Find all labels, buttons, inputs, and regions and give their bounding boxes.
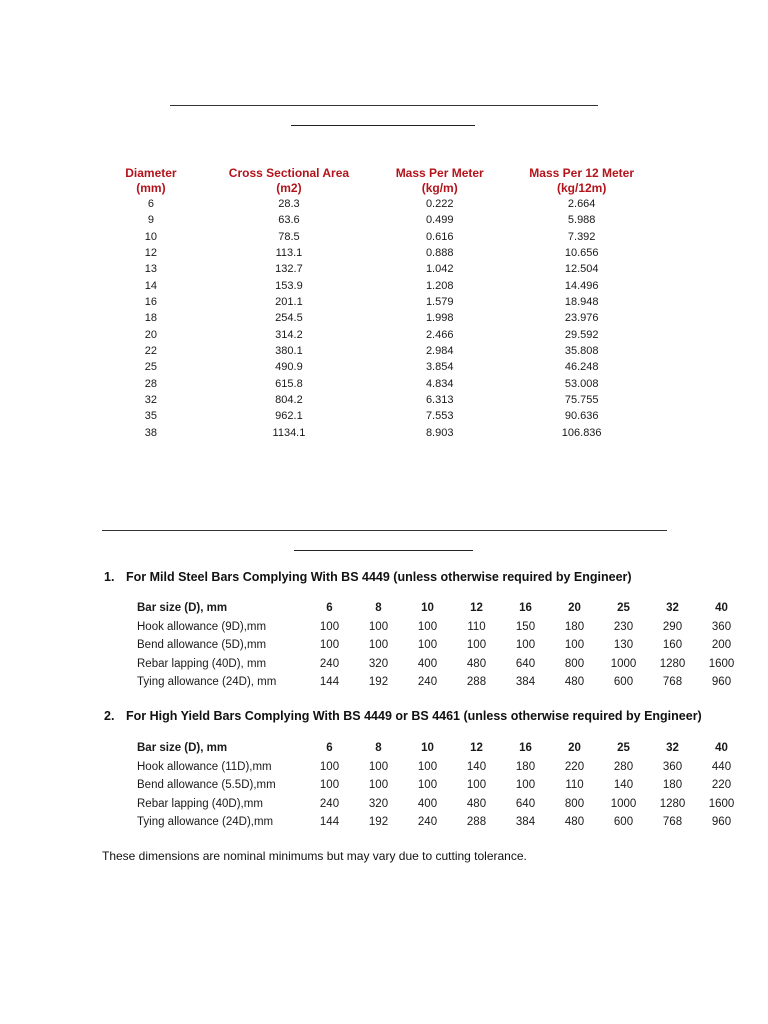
table-cell: 480 [466,797,487,810]
table-cell: 75.755 [564,394,599,407]
table-cell: 14 [144,279,158,292]
table-cell: 100 [515,779,536,791]
row-label: Rebar lapping (40D), mm [137,657,267,670]
table-row [100,196,660,212]
header-mass-per-meter: Mass Per Meter (kg/m) [395,166,484,195]
table-cell: 13 [144,263,158,276]
table-cell: 106.836 [561,426,602,439]
table-cell: 0.222 [425,198,454,210]
table-cell: 140 [613,779,634,791]
middle-rule-long [102,530,667,531]
table-cell: 200 [711,639,732,651]
table-cell: 22 [144,345,158,358]
table-cell: 640 [515,797,536,810]
table-cell: 3.854 [425,361,454,374]
table-cell: 90.636 [564,410,599,423]
row-label: Bar size (D), mm [137,602,228,614]
table-cell: 384 [515,816,536,828]
table-cell: 180 [515,760,536,773]
table-cell: 360 [711,620,732,633]
bar-weights-header [100,166,660,196]
table-cell: 1.579 [425,296,454,309]
table-cell: 640 [515,657,536,670]
table-cell: 254.5 [275,312,303,325]
allowance-row [137,758,747,777]
table-row [100,310,660,326]
table-cell: 2.984 [425,345,454,358]
table-cell: 1280 [659,657,686,670]
table-cell: 320 [368,797,389,810]
table-cell: 280 [613,760,634,773]
table-cell: 100 [368,779,389,791]
table-cell: 100 [466,639,487,651]
table-cell: 100 [368,639,389,651]
top-rule-short [291,125,475,126]
table-cell: 100 [319,620,340,633]
table-cell: 240 [319,797,340,810]
table-cell: 600 [613,816,634,828]
table-cell: 46.248 [564,361,599,374]
table-cell: 5.988 [567,214,596,227]
table-cell: 2.466 [425,328,454,341]
footnote: These dimensions are nominal minimums but may vary due to cutting tolerance. [102,849,527,863]
table-cell: 100 [417,760,438,773]
table-cell: 400 [417,797,438,810]
row-label: Hook allowance (9D),mm [137,620,267,633]
table-cell: 38 [144,426,158,439]
table-cell: 490.9 [275,361,303,374]
allowance-row [137,673,747,692]
table-cell: 25 [617,742,630,754]
table-cell: 192 [368,676,389,688]
table-row [100,392,660,408]
table-cell: 63.6 [278,214,300,227]
table-cell: 400 [417,657,438,670]
table-cell: 25 [144,361,158,374]
table-cell: 9 [147,214,154,227]
table-cell: 12 [144,247,158,260]
table-cell: 804.2 [275,394,303,407]
table-cell: 14.496 [564,279,599,292]
table-cell: 240 [417,676,438,688]
table-cell: 160 [662,639,683,651]
table-cell: 0.616 [425,230,454,243]
table-cell: 7.392 [567,230,596,243]
table-cell: 2.664 [567,198,596,210]
table-cell: 8 [375,602,382,614]
table-cell: 10 [421,602,434,614]
table-cell: 0.888 [425,247,454,260]
table-cell: 110 [565,779,584,791]
table-cell: 230 [613,620,634,633]
table-cell: 480 [466,657,487,670]
table-cell: 32 [666,602,679,614]
table-cell: 100 [417,779,438,791]
table-cell: 29.592 [564,328,599,341]
row-label: Bend allowance (5.5D),mm [137,779,276,791]
table-cell: 440 [711,760,732,773]
table-cell: 100 [319,779,340,791]
table-cell: 100 [319,760,340,773]
table-cell: 100 [368,760,389,773]
table-cell: 150 [515,620,536,633]
table-cell: 18 [144,312,158,325]
table-row [100,278,660,294]
table-cell: 28.3 [278,198,300,210]
table-cell: 480 [564,676,585,688]
table-cell: 16 [144,296,158,309]
table-cell: 4.834 [425,377,454,390]
table-cell: 8.903 [425,426,454,439]
table-cell: 7.553 [425,410,454,423]
table-cell: 53.008 [564,377,599,390]
table-cell: 23.976 [564,312,599,325]
table-cell: 960 [711,676,732,688]
allowance-row [137,636,747,655]
table-cell: 10 [421,742,434,754]
table-cell: 240 [319,657,340,670]
table-cell: 384 [515,676,536,688]
table-cell: 1.998 [425,312,454,325]
table-cell: 6 [147,198,154,210]
header-diameter: Diameter (mm) [125,166,177,195]
table-cell: 10.656 [564,247,599,260]
table-cell: 20 [568,742,581,754]
allowance-row [137,795,747,814]
section2-title: 2. For High Yield Bars Complying With BS 4449 or BS 4461 (unless otherwise required by Engineer) [104,709,702,723]
table-cell: 12 [470,602,483,614]
table-cell: 113.1 [275,247,303,260]
row-label: Hook allowance (11D),mm [137,760,272,773]
table-cell: 100 [417,639,438,651]
table-row [100,376,660,392]
table-cell: 12 [470,742,483,754]
table-cell: 314.2 [275,328,303,341]
table-cell: 320 [368,657,389,670]
table-cell: 40 [715,742,728,754]
table-row [100,212,660,228]
table-cell: 20 [568,602,581,614]
table-cell: 180 [564,620,585,633]
table-cell: 8 [375,742,382,754]
table-cell: 6.313 [425,394,454,407]
allowance-row [137,813,747,832]
table-cell: 35 [144,410,158,423]
table-cell: 220 [711,779,732,791]
table-cell: 380.1 [275,345,303,358]
table-cell: 35.808 [564,345,599,358]
table-cell: 800 [564,657,585,670]
table-cell: 100 [417,620,438,633]
table-cell: 600 [613,676,634,688]
table-row [100,245,660,261]
middle-rule-short [294,550,473,551]
table-cell: 40 [715,602,728,614]
table-row [100,359,660,375]
table-cell: 960 [711,816,732,828]
table-row [100,408,660,424]
bar-size-row [137,599,747,618]
table-row [100,229,660,245]
table-cell: 1.208 [425,279,454,292]
row-label: Bend allowance (5D),mm [137,639,267,651]
table-cell: 615.8 [275,377,303,390]
table-cell: 220 [564,760,585,773]
table-cell: 288 [466,676,487,688]
table-row [100,327,660,343]
table-cell: 1600 [708,657,735,670]
allowance-row [137,655,747,674]
table-cell: 1000 [610,657,637,670]
bar-weights-table [100,166,660,441]
table-cell: 32 [666,742,679,754]
table-cell: 100 [368,620,389,633]
row-label: Tying allowance (24D), mm [137,676,277,688]
allowance-row [137,618,747,637]
table-cell: 144 [319,676,340,688]
table-cell: 6 [326,602,333,614]
table-cell: 140 [466,760,487,773]
table-cell: 1280 [659,797,686,810]
table-cell: 110 [467,620,486,633]
table-cell: 100 [515,639,536,651]
table-cell: 28 [144,377,158,390]
table-cell: 144 [319,816,340,828]
table-cell: 20 [144,328,158,341]
table-cell: 78.5 [278,230,300,243]
table-cell: 192 [368,816,389,828]
table-cell: 1134.1 [272,426,306,439]
top-rule-long [170,105,598,106]
table-cell: 16 [519,602,532,614]
table-cell: 800 [564,797,585,810]
table-cell: 100 [319,639,340,651]
table-cell: 100 [564,639,585,651]
header-mass-per-12m: Mass Per 12 Meter (kg/12m) [529,166,635,195]
table-cell: 480 [564,816,585,828]
table-row [100,261,660,277]
table-cell: 768 [662,676,683,688]
table-cell: 1000 [610,797,637,810]
table-cell: 1.042 [425,263,454,276]
table-cell: 1600 [708,797,735,810]
table-cell: 180 [662,779,683,791]
table-cell: 12.504 [564,263,599,276]
table-cell: 10 [144,230,158,243]
table-row [100,343,660,359]
table-cell: 288 [466,816,487,828]
table-cell: 962.1 [275,410,303,423]
bar-weights-body [100,196,660,441]
table-cell: 240 [417,816,438,828]
table-cell: 132.7 [275,263,303,276]
table-row [100,294,660,310]
header-area: Cross Sectional Area (m2) [228,166,350,195]
mild-steel-allowance-table [137,599,747,692]
table-cell: 0.499 [425,214,454,227]
table-cell: 201.1 [275,296,303,309]
table-cell: 360 [662,760,683,773]
row-label: Bar size (D), mm [137,742,228,754]
table-cell: 32 [144,394,158,407]
bar-size-row [137,739,747,758]
table-cell: 130 [613,639,634,651]
high-yield-allowance-table [137,739,747,832]
allowance-row [137,776,747,795]
table-cell: 153.9 [275,279,303,292]
table-cell: 290 [662,620,683,633]
table-cell: 768 [662,816,683,828]
table-cell: 18.948 [564,296,599,309]
section1-title: 1. For Mild Steel Bars Complying With BS 4449 (unless otherwise required by Engineer) [104,570,632,584]
table-cell: 6 [326,742,333,754]
table-cell: 100 [466,779,487,791]
table-row [100,425,660,441]
row-label: Rebar lapping (40D),mm [137,797,263,810]
table-cell: 16 [519,742,532,754]
table-cell: 25 [617,602,630,614]
row-label: Tying allowance (24D),mm [137,816,274,828]
